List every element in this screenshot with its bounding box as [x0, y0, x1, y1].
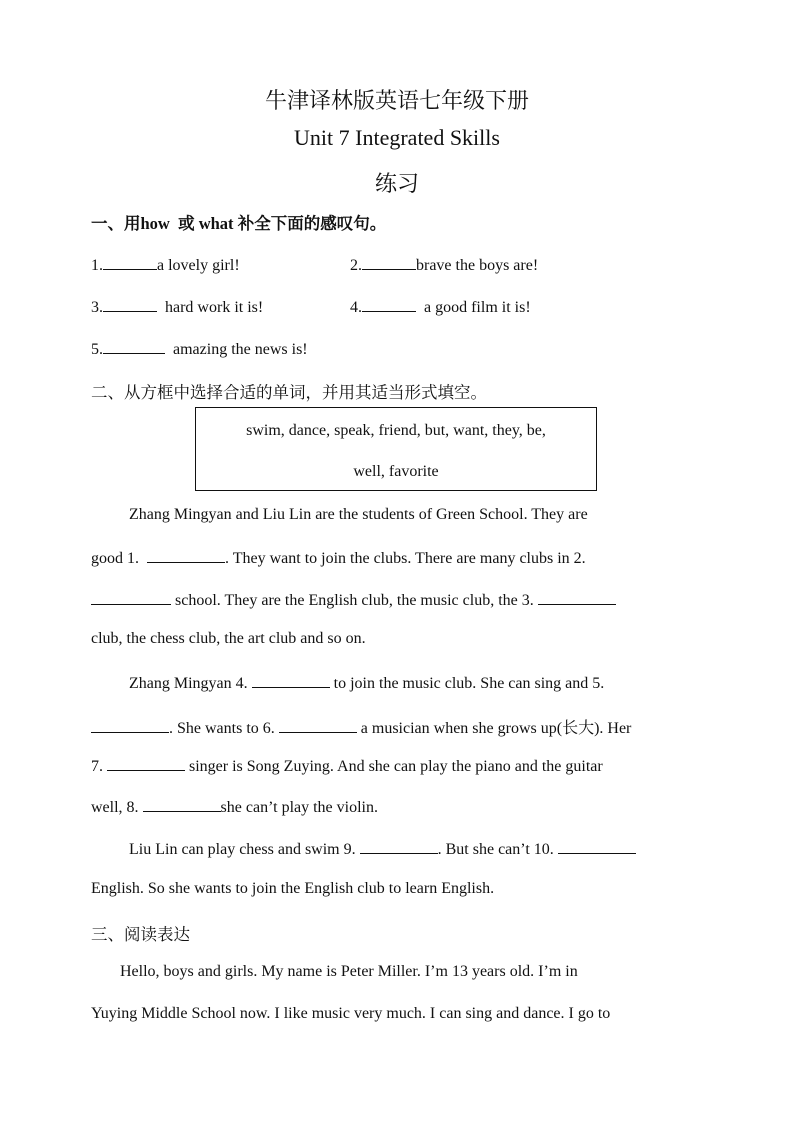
passage-line: club, the chess club, the art club and so on.	[91, 630, 366, 647]
passage-line: 7. singer is Song Zuying. And she can play the piano and the guitar	[91, 758, 603, 775]
blank-field[interactable]	[538, 590, 616, 605]
exercise-item-4: 4. a good film it is!	[350, 299, 531, 316]
blank-field[interactable]	[103, 255, 157, 270]
blank-field[interactable]	[91, 718, 169, 733]
passage-line: well, 8. she can’t play the violin.	[91, 799, 378, 816]
page-title-cn: 牛津译林版英语七年级下册	[264, 88, 529, 113]
exercise-item-3: 3. hard work it is!	[91, 299, 264, 316]
exercise-item-1: 1. a lovely girl!	[91, 257, 240, 274]
passage-line: good 1. . They want to join the clubs. There are many clubs in 2.	[91, 550, 586, 567]
exercise-item-5: 5. amazing the news is!	[91, 341, 308, 358]
passage-line: school. They are the English club, the music club, the 3.	[91, 590, 706, 610]
passage-line: Zhang Mingyan and Liu Lin are the students of Green School. They are	[129, 506, 588, 523]
word-bank-box	[195, 407, 597, 491]
passage-line: . She wants to 6. a musician when she grows up(长大). Her	[91, 715, 706, 738]
blank-field[interactable]	[143, 797, 221, 812]
page-subtitle: 练习	[374, 171, 419, 196]
blank-field[interactable]	[362, 255, 416, 270]
blank-field[interactable]	[360, 839, 438, 854]
blank-field[interactable]	[252, 673, 330, 688]
section2-heading: 二、从方框中选择合适的单词，并用其适当形式填空。	[91, 383, 487, 402]
blank-field[interactable]	[362, 297, 416, 312]
word-bank-line-2: well, favorite	[353, 463, 439, 480]
exercise-item-2: 2. brave the boys are!	[350, 257, 539, 274]
blank-field[interactable]	[103, 297, 157, 312]
passage-line: Liu Lin can play chess and swim 9. . But she can’t 10.	[129, 839, 744, 859]
word-bank-line-1: swim, dance, speak, friend, but, want, they, be,	[246, 422, 546, 439]
passage-line: Yuying Middle School now. I like music very much. I can sing and dance. I go to	[91, 1005, 611, 1022]
passage-line: English. So she wants to join the English club to learn English.	[91, 880, 495, 897]
blank-field[interactable]	[279, 718, 357, 733]
section3-heading: 三、阅读表达	[91, 925, 190, 944]
blank-field[interactable]	[107, 756, 185, 771]
passage-line: Zhang Mingyan 4. to join the music club. She can sing and 5.	[129, 675, 605, 692]
passage-line: Hello, boys and girls. My name is Peter Miller. I’m 13 years old. I’m in	[120, 963, 578, 980]
blank-field[interactable]	[103, 339, 165, 354]
section1-heading: 一、用how 或 what 补全下面的感叹句。	[91, 214, 387, 233]
blank-field[interactable]	[91, 590, 171, 605]
blank-field[interactable]	[147, 548, 225, 563]
blank-field[interactable]	[558, 839, 636, 854]
page-title-en: Unit 7 Integrated Skills	[294, 125, 500, 150]
